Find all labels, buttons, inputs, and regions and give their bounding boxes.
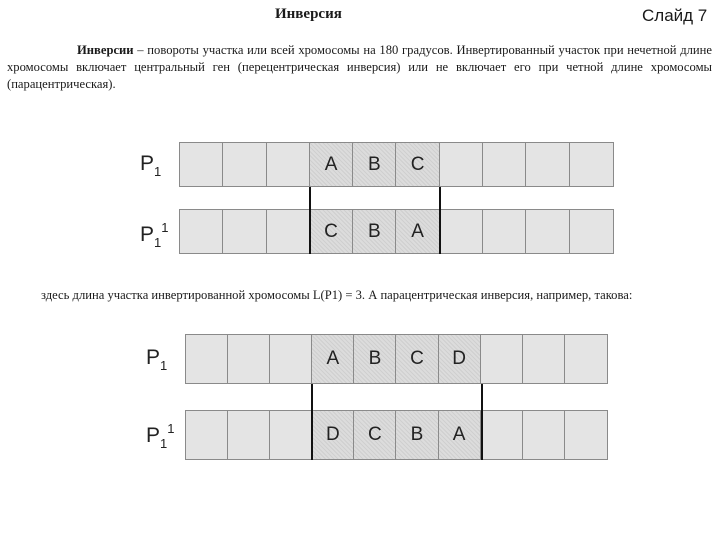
- intro-paragraph: [7, 42, 712, 93]
- gene-cell: [223, 210, 266, 253]
- gene-cell: [186, 335, 228, 383]
- diagram2-marker-left: [311, 384, 313, 460]
- intro-text: – повороты участка или всей хромосомы на 180 градусов. Инвертированный участок при нечетной длине хромосомы включает центральный ген (перецентрическая инверсия) или не включает его при четной длине хромосомы (парацентрическая).: [7, 43, 712, 91]
- gene-cell: [483, 210, 526, 253]
- gene-cell: C: [396, 143, 439, 186]
- diagram2-label-top-sub: 1: [160, 358, 168, 373]
- gene-cell: C: [310, 210, 353, 253]
- diagram1-label-top-sub: 1: [154, 164, 162, 179]
- gene-cell: [270, 335, 312, 383]
- gene-cell: A: [439, 411, 481, 459]
- diagram2-label-top-main: P: [146, 346, 161, 369]
- diagram1-label-bottom: [140, 220, 168, 250]
- gene-cell: [267, 210, 310, 253]
- intro-term: Инверсии: [77, 43, 134, 57]
- gene-cell: [228, 335, 270, 383]
- gene-cell: [523, 411, 565, 459]
- diagram1-marker-left: [309, 187, 311, 254]
- note-paragraph: [7, 287, 712, 304]
- gene-cell: [526, 143, 569, 186]
- gene-cell: [267, 143, 310, 186]
- gene-cell: [440, 210, 483, 253]
- diagram2-label-bottom: [146, 421, 174, 451]
- slide-number: Слайд 7: [642, 6, 708, 25]
- gene-cell: [565, 335, 607, 383]
- gene-cell: [526, 210, 569, 253]
- gene-cell: [481, 411, 523, 459]
- gene-cell: A: [312, 335, 354, 383]
- slide-title: Инверсия: [275, 6, 342, 22]
- gene-cell: B: [396, 411, 438, 459]
- diagram1-marker-right: [439, 187, 441, 254]
- gene-cell: B: [353, 143, 396, 186]
- diagram1-row-top: [179, 142, 614, 187]
- diagram2-row-top: [185, 334, 608, 384]
- gene-cell: [481, 335, 523, 383]
- gene-cell: B: [354, 335, 396, 383]
- diagram1-label-bottom-sub: 1: [154, 235, 162, 250]
- diagram1-label-bottom-main: P: [140, 223, 155, 246]
- gene-cell: [440, 143, 483, 186]
- gene-cell: [228, 411, 270, 459]
- gene-cell: [570, 143, 613, 186]
- diagram2-marker-right: [481, 384, 483, 460]
- gene-cell: [270, 411, 312, 459]
- gene-cell: B: [353, 210, 396, 253]
- gene-cell: A: [310, 143, 353, 186]
- gene-cell: [523, 335, 565, 383]
- diagram1-row-bottom: [179, 209, 614, 254]
- gene-cell: D: [312, 411, 354, 459]
- gene-cell: [565, 411, 607, 459]
- gene-cell: [180, 143, 223, 186]
- gene-cell: D: [439, 335, 481, 383]
- diagram2-row-bottom: [185, 410, 608, 460]
- gene-cell: [483, 143, 526, 186]
- gene-cell: C: [396, 335, 438, 383]
- gene-cell: [570, 210, 613, 253]
- gene-cell: C: [354, 411, 396, 459]
- note-text: здесь длина участка инвертированной хромосомы L(P1) = 3. А парацентрическая инверсия, например, такова:: [41, 288, 633, 302]
- gene-cell: A: [396, 210, 439, 253]
- gene-cell: [223, 143, 266, 186]
- diagram2-label-bottom-main: P: [146, 424, 161, 447]
- diagram1-label-top: [140, 152, 161, 179]
- diagram2-label-bottom-sup: 1: [167, 421, 175, 436]
- diagram1-label-top-main: P: [140, 152, 155, 175]
- diagram1-label-bottom-sup: 1: [161, 220, 169, 235]
- gene-cell: [180, 210, 223, 253]
- diagram2-label-top: [146, 346, 167, 373]
- diagram2-label-bottom-sub: 1: [160, 436, 168, 451]
- gene-cell: [186, 411, 228, 459]
